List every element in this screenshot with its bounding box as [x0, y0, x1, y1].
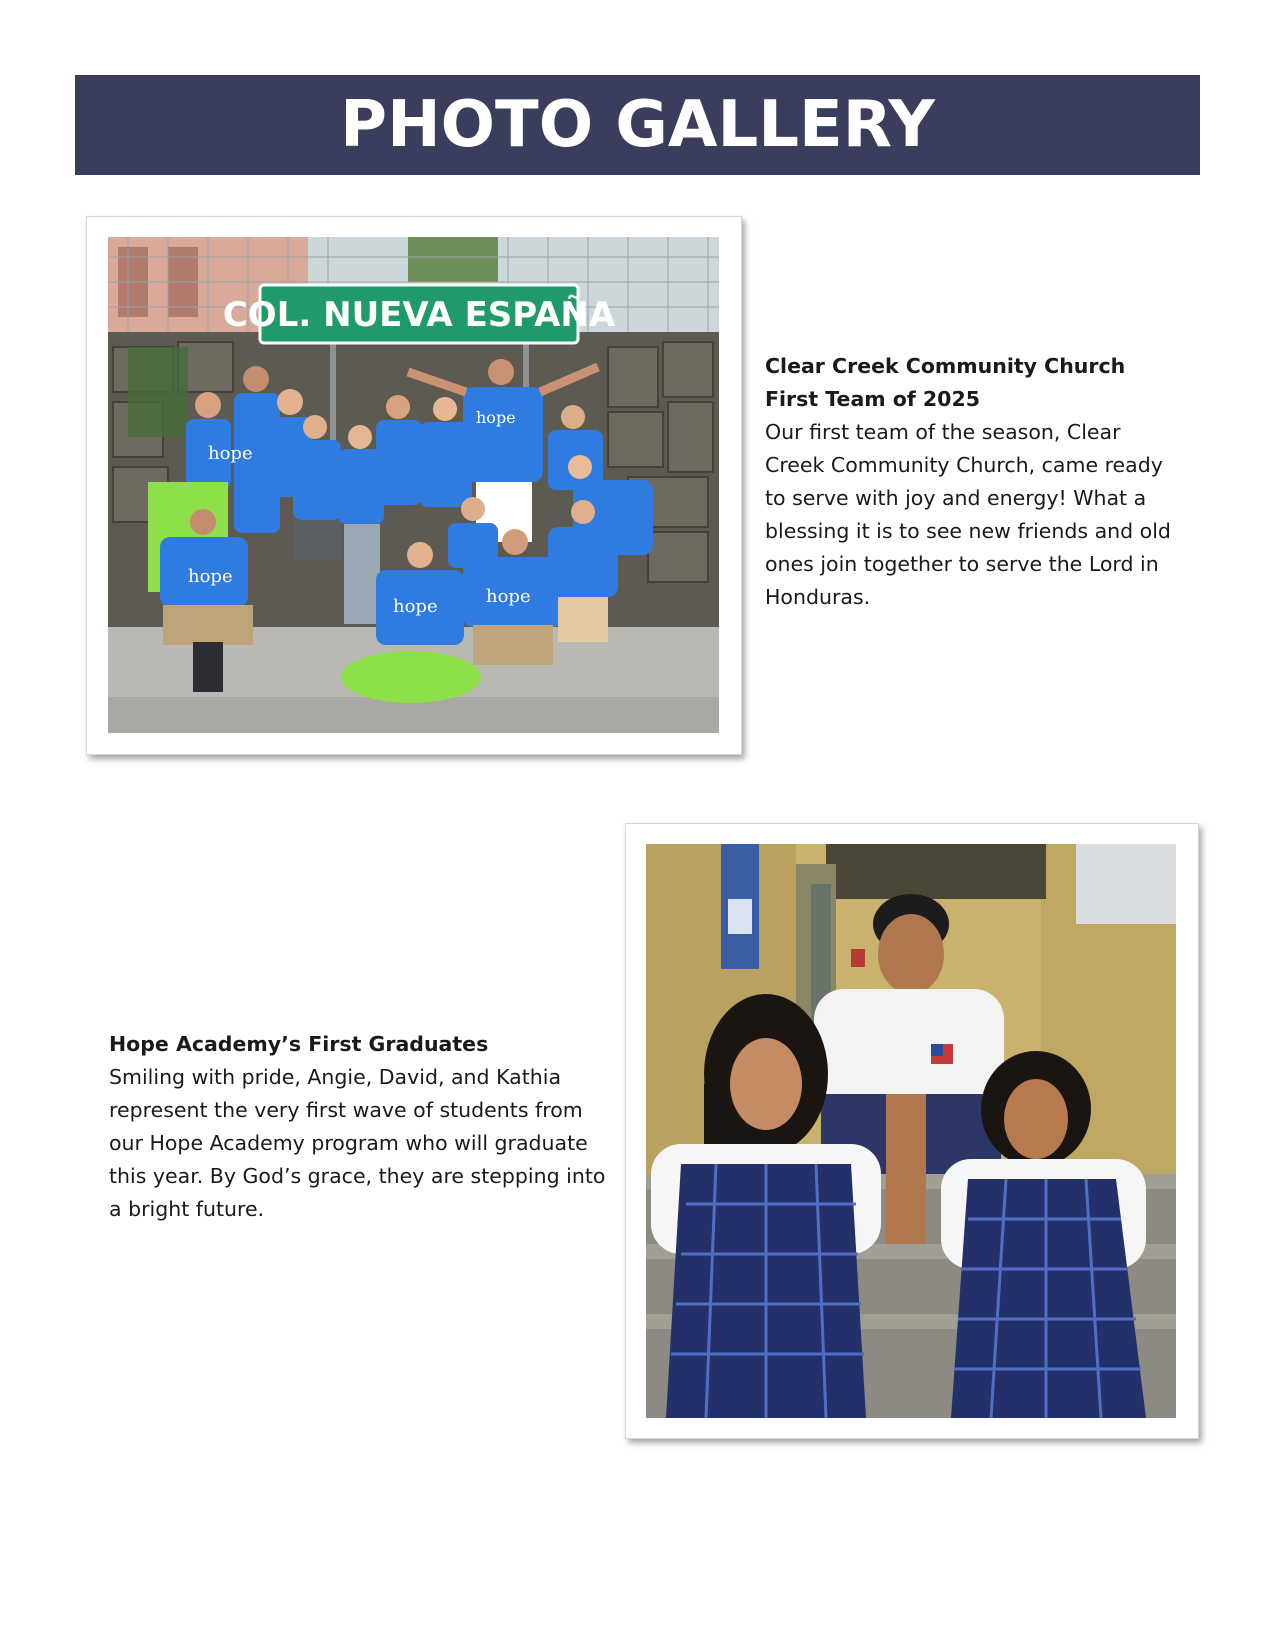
graduates-photo-illustration: [646, 844, 1176, 1418]
graduates-photo-caption: [109, 1028, 609, 1226]
team-photo-illustration: [108, 237, 719, 733]
shirt-text: hope: [476, 408, 516, 427]
team-photo: [108, 237, 719, 733]
caption-subtitle: First Team of 2025: [765, 387, 980, 411]
shirt-text: hope: [188, 566, 233, 587]
shirt-text: hope: [486, 586, 531, 607]
team-photo-caption: [765, 350, 1185, 614]
caption-body: Smiling with pride, Angie, David, and Kathia represent the very first wave of students from our Hope Academy program who will graduate this year. By God’s grace, they are stepping into a bright future.: [109, 1065, 606, 1221]
shirt-text: hope: [393, 596, 438, 617]
graduates-photo: [646, 844, 1176, 1418]
street-sign-text: COL. NUEVA ESPAÑA: [222, 295, 616, 335]
graduates-photo-frame: [625, 823, 1199, 1439]
team-photo-frame: [86, 216, 742, 755]
shirt-text: hope: [208, 443, 253, 464]
page-title: PHOTO GALLERY: [340, 88, 935, 162]
caption-title: Hope Academy’s First Graduates: [109, 1032, 489, 1056]
caption-body: Our first team of the season, Clear Creek Community Church, came ready to serve with joy and energy! What a blessing it is to see new friends and old ones join together to serve the Lord in Honduras.: [765, 420, 1171, 609]
caption-title: Clear Creek Community Church: [765, 354, 1126, 378]
page-title-banner: [75, 75, 1200, 175]
